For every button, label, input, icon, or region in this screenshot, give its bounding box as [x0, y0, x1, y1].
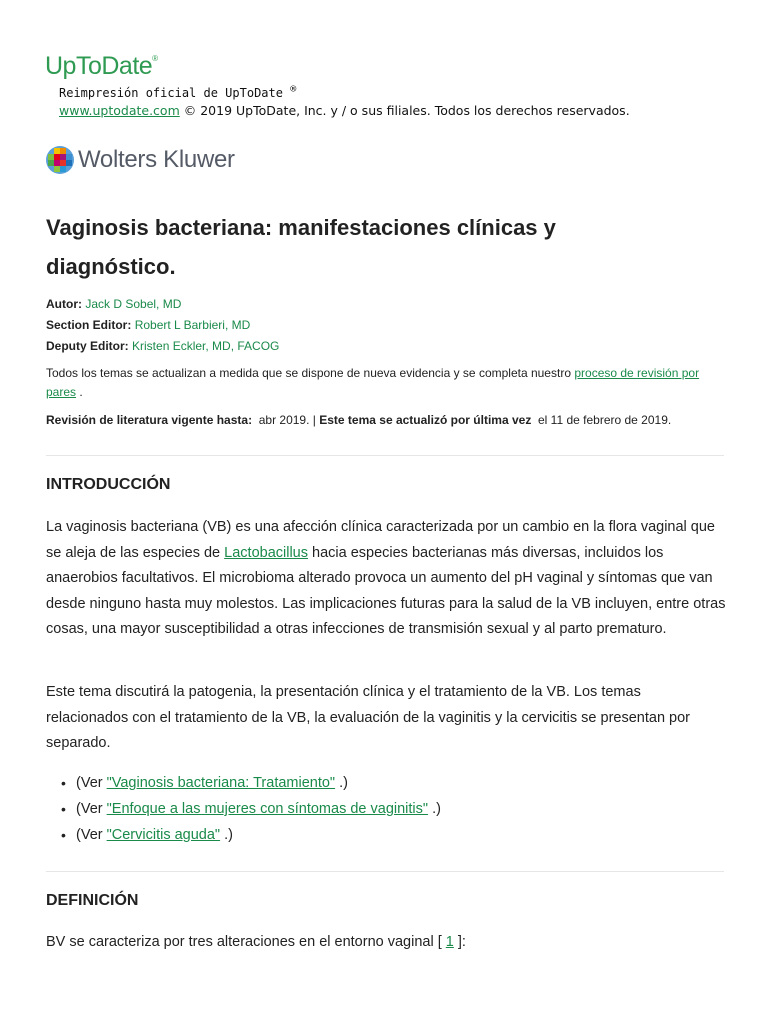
reprint-line	[59, 84, 296, 100]
deputy-editor-link[interactable]: Kristen Eckler, MD, FACOG	[132, 339, 280, 353]
intro-p1-end: hacia especies bacterianas más diversas, incluidos los anaerobios facultativos. El microbioma alterado provoca un aumento del pH vaginal y síntomas que van desde ninguno hasta muy molestos. Las implicaciones futuras para la salud de la VB incluyen, entre otras cosas, una mayor susceptibilidad a otras infecciones de transmisión sexual y al parto prematuro.	[46, 544, 726, 637]
bullet-suffix: .)	[432, 801, 441, 817]
updated-date: el 11 de febrero de 2019.	[538, 413, 672, 427]
brand-name: UpToDate	[45, 52, 153, 80]
peer-review-link[interactable]: proceso de revisión por pares	[46, 366, 700, 399]
bullet-suffix: .)	[339, 775, 348, 791]
publisher-logo	[45, 145, 235, 175]
website-link[interactable]: www.uptodate.com	[59, 103, 180, 118]
topic-link-tratamiento[interactable]: "Vaginosis bacteriana: Tratamiento"	[106, 775, 336, 791]
section-editor-line	[46, 318, 250, 332]
author-label: Autor:	[46, 297, 82, 311]
deputy-editor-line	[46, 339, 279, 353]
review-line	[46, 413, 671, 427]
update-note	[46, 364, 716, 402]
reprint-text: Reimpresión oficial de UpToDate	[59, 86, 283, 100]
update-note-text: Todos los temas se actualizan a medida que se dispone de nueva evidencia y se completa nuestro	[46, 366, 571, 380]
article-title: Vaginosis bacteriana: manifestaciones clínicas y diagnóstico.	[46, 215, 556, 279]
definition-text: BV se caracteriza por tres alteraciones en el entorno vaginal [	[46, 934, 442, 950]
updated-label: Este tema se actualizó por última vez	[319, 413, 532, 427]
copyright-text: © 2019 UpToDate, Inc. y / o sus filiales. Todos los derechos reservados.	[183, 103, 630, 118]
author-line	[46, 297, 181, 311]
publisher-name: Wolters Kluwer	[78, 146, 235, 173]
bullet-prefix: (Ver	[76, 801, 103, 817]
list-item	[46, 822, 441, 848]
bullet-prefix: (Ver	[76, 775, 103, 791]
brand-mark: ®	[152, 54, 158, 63]
introduction-heading: INTRODUCCIÓN	[46, 476, 171, 493]
bullet-suffix: .)	[224, 827, 233, 843]
uptodate-logo[interactable]	[45, 52, 158, 81]
review-label: Revisión de literatura vigente hasta:	[46, 413, 253, 427]
lactobacillus-link[interactable]: Lactobacillus	[224, 544, 308, 561]
section-editor-label: Section Editor:	[46, 318, 132, 332]
definition-text-end: ]:	[457, 934, 466, 950]
related-topics-list	[46, 770, 441, 848]
reference-link[interactable]: 1	[445, 934, 454, 950]
intro-paragraph-2: Este tema discutirá la patogenia, la presentación clínica y el tratamiento de la VB. Los temas relacionados con el tratamiento de la VB, la evaluación de la vaginitis y la cervicitis se presentan por separado.	[46, 684, 690, 751]
section-editor-link[interactable]: Robert L Barbieri, MD	[134, 318, 251, 332]
intro-paragraph-1	[46, 515, 726, 643]
reprint-mark: ®	[290, 84, 297, 95]
topic-link-vaginitis[interactable]: "Enfoque a las mujeres con síntomas de vaginitis"	[106, 801, 429, 817]
definition-paragraph	[46, 930, 726, 956]
divider	[46, 455, 724, 456]
divider	[46, 871, 724, 872]
review-date: abr 2019. |	[258, 413, 316, 427]
update-note-end: .	[79, 385, 83, 399]
list-item	[46, 770, 441, 796]
wolters-kluwer-logo-icon	[45, 145, 75, 175]
topic-link-cervicitis[interactable]: "Cervicitis aguda"	[106, 827, 221, 843]
intro-p1-start: La vaginosis bacteriana (VB) es una afección clínica caracterizada por un cambio en la flora vaginal que se aleja de las especies de	[46, 519, 715, 561]
deputy-editor-label: Deputy Editor:	[46, 339, 129, 353]
list-item	[46, 796, 441, 822]
definition-heading: DEFINICIÓN	[46, 892, 139, 909]
bullet-prefix: (Ver	[76, 827, 103, 843]
author-link[interactable]: Jack D Sobel, MD	[85, 297, 182, 311]
copyright-line	[59, 103, 630, 118]
